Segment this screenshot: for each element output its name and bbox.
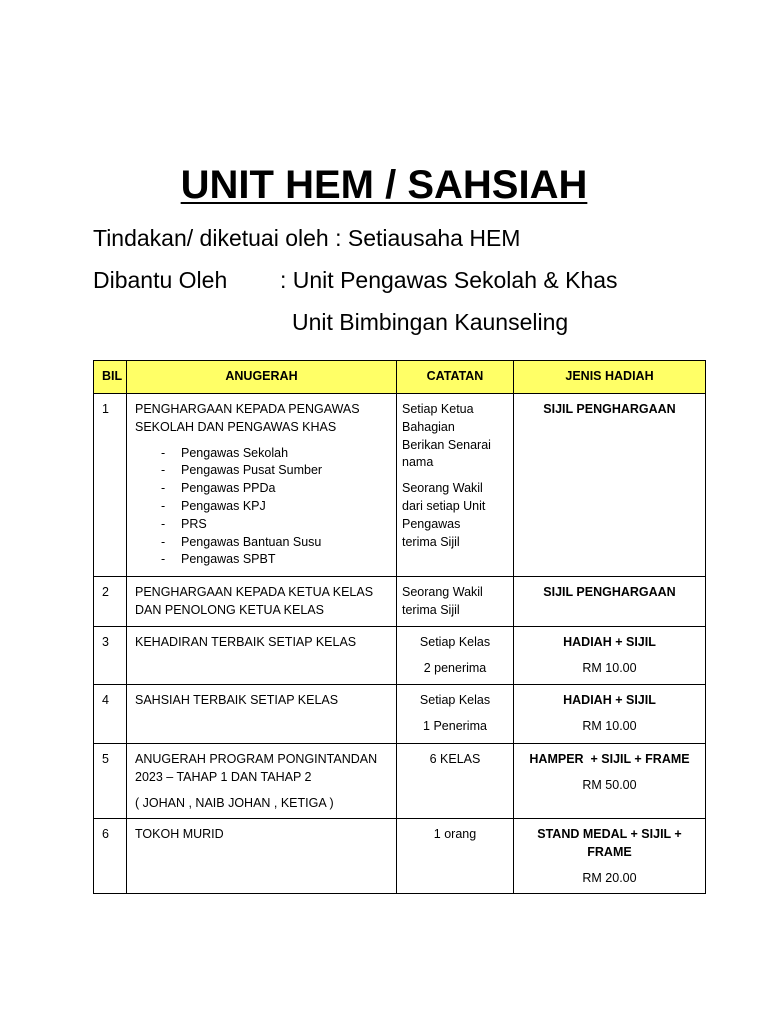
catatan-line: 1 Penerima bbox=[423, 718, 487, 733]
hadiah-line: HADIAH + SIJIL bbox=[563, 635, 656, 649]
header-jenis-hadiah: JENIS HADIAH bbox=[514, 361, 706, 394]
catatan-line: terima Sijil bbox=[402, 534, 460, 549]
list-item: - PRS bbox=[135, 516, 390, 534]
cell-jenis-hadiah bbox=[514, 819, 706, 894]
catatan-line: nama bbox=[402, 455, 434, 470]
catatan-line: 1 orang bbox=[433, 827, 477, 841]
list-item: - Pengawas Sekolah bbox=[135, 445, 390, 463]
assisted-by-unit: : Unit Pengawas Sekolah & Khas bbox=[280, 267, 618, 293]
anugerah-note-text: ( JOHAN , NAIB JOHAN , KETIGA ) bbox=[135, 795, 334, 810]
cell-bil: 1 bbox=[94, 394, 127, 577]
hadiah-label bbox=[518, 584, 701, 602]
hadiah-amount-text: RM 20.00 bbox=[582, 870, 637, 885]
assisted-by-label: Dibantu Oleh bbox=[93, 267, 228, 293]
catatan-line: 2 penerima bbox=[423, 660, 487, 675]
table-row bbox=[94, 577, 706, 627]
hadiah-amount-text: RM 50.00 bbox=[582, 777, 637, 792]
catatan-line: dari setiap Unit bbox=[402, 498, 486, 513]
hadiah-amount-text: RM 10.00 bbox=[582, 660, 637, 675]
cell-catatan bbox=[397, 627, 514, 685]
cell-anugerah bbox=[127, 394, 397, 577]
hadiah-label bbox=[518, 751, 701, 769]
cell-bil: 6 bbox=[94, 819, 127, 894]
catatan-paragraph bbox=[400, 692, 510, 710]
cell-bil: 3 bbox=[94, 627, 127, 685]
hadiah-label bbox=[518, 401, 701, 419]
anugerah-line: DAN PENOLONG KETUA KELAS bbox=[135, 602, 324, 617]
page-title bbox=[0, 161, 768, 209]
table-header bbox=[94, 361, 706, 394]
hadiah-label bbox=[518, 634, 701, 652]
catatan-line: Seorang Wakil bbox=[402, 481, 483, 496]
anugerah-line: 2023 – TAHAP 1 DAN TAHAP 2 bbox=[135, 769, 312, 784]
cell-jenis-hadiah bbox=[514, 627, 706, 685]
hadiah-amount bbox=[518, 777, 701, 795]
list-item: - Pengawas KPJ bbox=[135, 498, 390, 516]
anugerah-line: TOKOH MURID bbox=[135, 827, 224, 841]
catatan-paragraph bbox=[400, 751, 510, 769]
cell-jenis-hadiah bbox=[514, 744, 706, 819]
catatan-paragraph bbox=[400, 718, 510, 736]
hadiah-line: HADIAH + SIJIL bbox=[563, 693, 656, 707]
cell-catatan bbox=[397, 819, 514, 894]
catatan-line: Setiap Ketua bbox=[402, 402, 474, 416]
cell-anugerah bbox=[127, 627, 397, 685]
catatan-paragraph bbox=[402, 584, 510, 620]
table-row bbox=[94, 394, 706, 577]
catatan-line: Setiap Kelas bbox=[419, 693, 491, 707]
anugerah-line: KEHADIRAN TERBAIK SETIAP KELAS bbox=[135, 635, 357, 649]
hadiah-line: HAMPER + SIJIL + FRAME bbox=[529, 752, 690, 766]
cell-anugerah bbox=[127, 744, 397, 819]
hadiah-amount bbox=[518, 870, 701, 888]
hadiah-line: SIJIL PENGHARGAAN bbox=[543, 402, 676, 416]
anugerah-note bbox=[135, 795, 390, 813]
table-body bbox=[94, 394, 706, 894]
header-catatan: CATATAN bbox=[397, 361, 514, 394]
list-item: - Pengawas Pusat Sumber bbox=[135, 462, 390, 480]
anugerah-line: ANUGERAH PROGRAM PONGINTANDAN bbox=[135, 752, 378, 766]
catatan-line: Setiap Kelas bbox=[419, 635, 491, 649]
anugerah-line: SAHSIAH TERBAIK SETIAP KELAS bbox=[135, 693, 339, 707]
catatan-paragraph bbox=[402, 480, 510, 551]
assisted-by-unit: Unit Bimbingan Kaunseling bbox=[292, 309, 569, 335]
anugerah-line: SEKOLAH DAN PENGAWAS KHAS bbox=[135, 419, 337, 434]
hadiah-amount bbox=[518, 660, 701, 678]
anugerah-text bbox=[135, 692, 390, 710]
cell-anugerah bbox=[127, 685, 397, 744]
catatan-line: Seorang Wakil bbox=[402, 585, 483, 599]
cell-anugerah bbox=[127, 819, 397, 894]
table-row bbox=[94, 744, 706, 819]
list-item: - Pengawas Bantuan Susu bbox=[135, 534, 390, 552]
catatan-line: Bahagian bbox=[402, 419, 455, 434]
cell-jenis-hadiah bbox=[514, 685, 706, 744]
hadiah-amount bbox=[518, 718, 701, 736]
hadiah-amount-text: RM 10.00 bbox=[582, 718, 637, 733]
anugerah-text bbox=[135, 584, 390, 620]
cell-anugerah bbox=[127, 577, 397, 627]
page-title-text: UNIT HEM / SAHSIAH bbox=[180, 163, 588, 207]
hadiah-label bbox=[518, 826, 701, 862]
cell-catatan bbox=[397, 685, 514, 744]
anugerah-text bbox=[135, 751, 390, 787]
award-table bbox=[93, 360, 706, 894]
table-header-row bbox=[94, 361, 706, 394]
table-row bbox=[94, 819, 706, 894]
led-by-line: Tindakan/ diketuai oleh : Setiausaha HEM bbox=[93, 225, 521, 251]
catatan-paragraph bbox=[402, 401, 510, 472]
catatan-paragraph bbox=[400, 826, 510, 844]
pengawas-list bbox=[135, 445, 390, 570]
hadiah-label bbox=[518, 692, 701, 710]
table-row bbox=[94, 685, 706, 744]
catatan-line: Pengawas bbox=[402, 516, 461, 531]
list-item: - Pengawas PPDa bbox=[135, 480, 390, 498]
catatan-paragraph bbox=[400, 634, 510, 652]
anugerah-text bbox=[135, 401, 390, 437]
cell-jenis-hadiah bbox=[514, 577, 706, 627]
catatan-paragraph bbox=[400, 660, 510, 678]
cell-catatan bbox=[397, 394, 514, 577]
anugerah-text bbox=[135, 634, 390, 652]
catatan-line: 6 KELAS bbox=[429, 752, 481, 766]
anugerah-line: PENGHARGAAN KEPADA PENGAWAS bbox=[135, 402, 360, 416]
hadiah-line: STAND MEDAL + SIJIL + bbox=[537, 827, 682, 841]
hadiah-line: FRAME bbox=[587, 844, 632, 859]
cell-bil: 5 bbox=[94, 744, 127, 819]
cell-jenis-hadiah bbox=[514, 394, 706, 577]
hadiah-line: SIJIL PENGHARGAAN bbox=[543, 585, 676, 599]
header-anugerah: ANUGERAH bbox=[127, 361, 397, 394]
list-item: - Pengawas SPBT bbox=[135, 551, 390, 569]
header-bil: BIL bbox=[94, 361, 127, 394]
cell-catatan bbox=[397, 744, 514, 819]
catatan-line: terima Sijil bbox=[402, 602, 460, 617]
table-row bbox=[94, 627, 706, 685]
cell-bil: 2 bbox=[94, 577, 127, 627]
anugerah-text bbox=[135, 826, 390, 844]
anugerah-line: PENGHARGAAN KEPADA KETUA KELAS bbox=[135, 585, 374, 599]
catatan-line: Berikan Senarai bbox=[402, 437, 491, 452]
cell-bil: 4 bbox=[94, 685, 127, 744]
cell-catatan bbox=[397, 577, 514, 627]
